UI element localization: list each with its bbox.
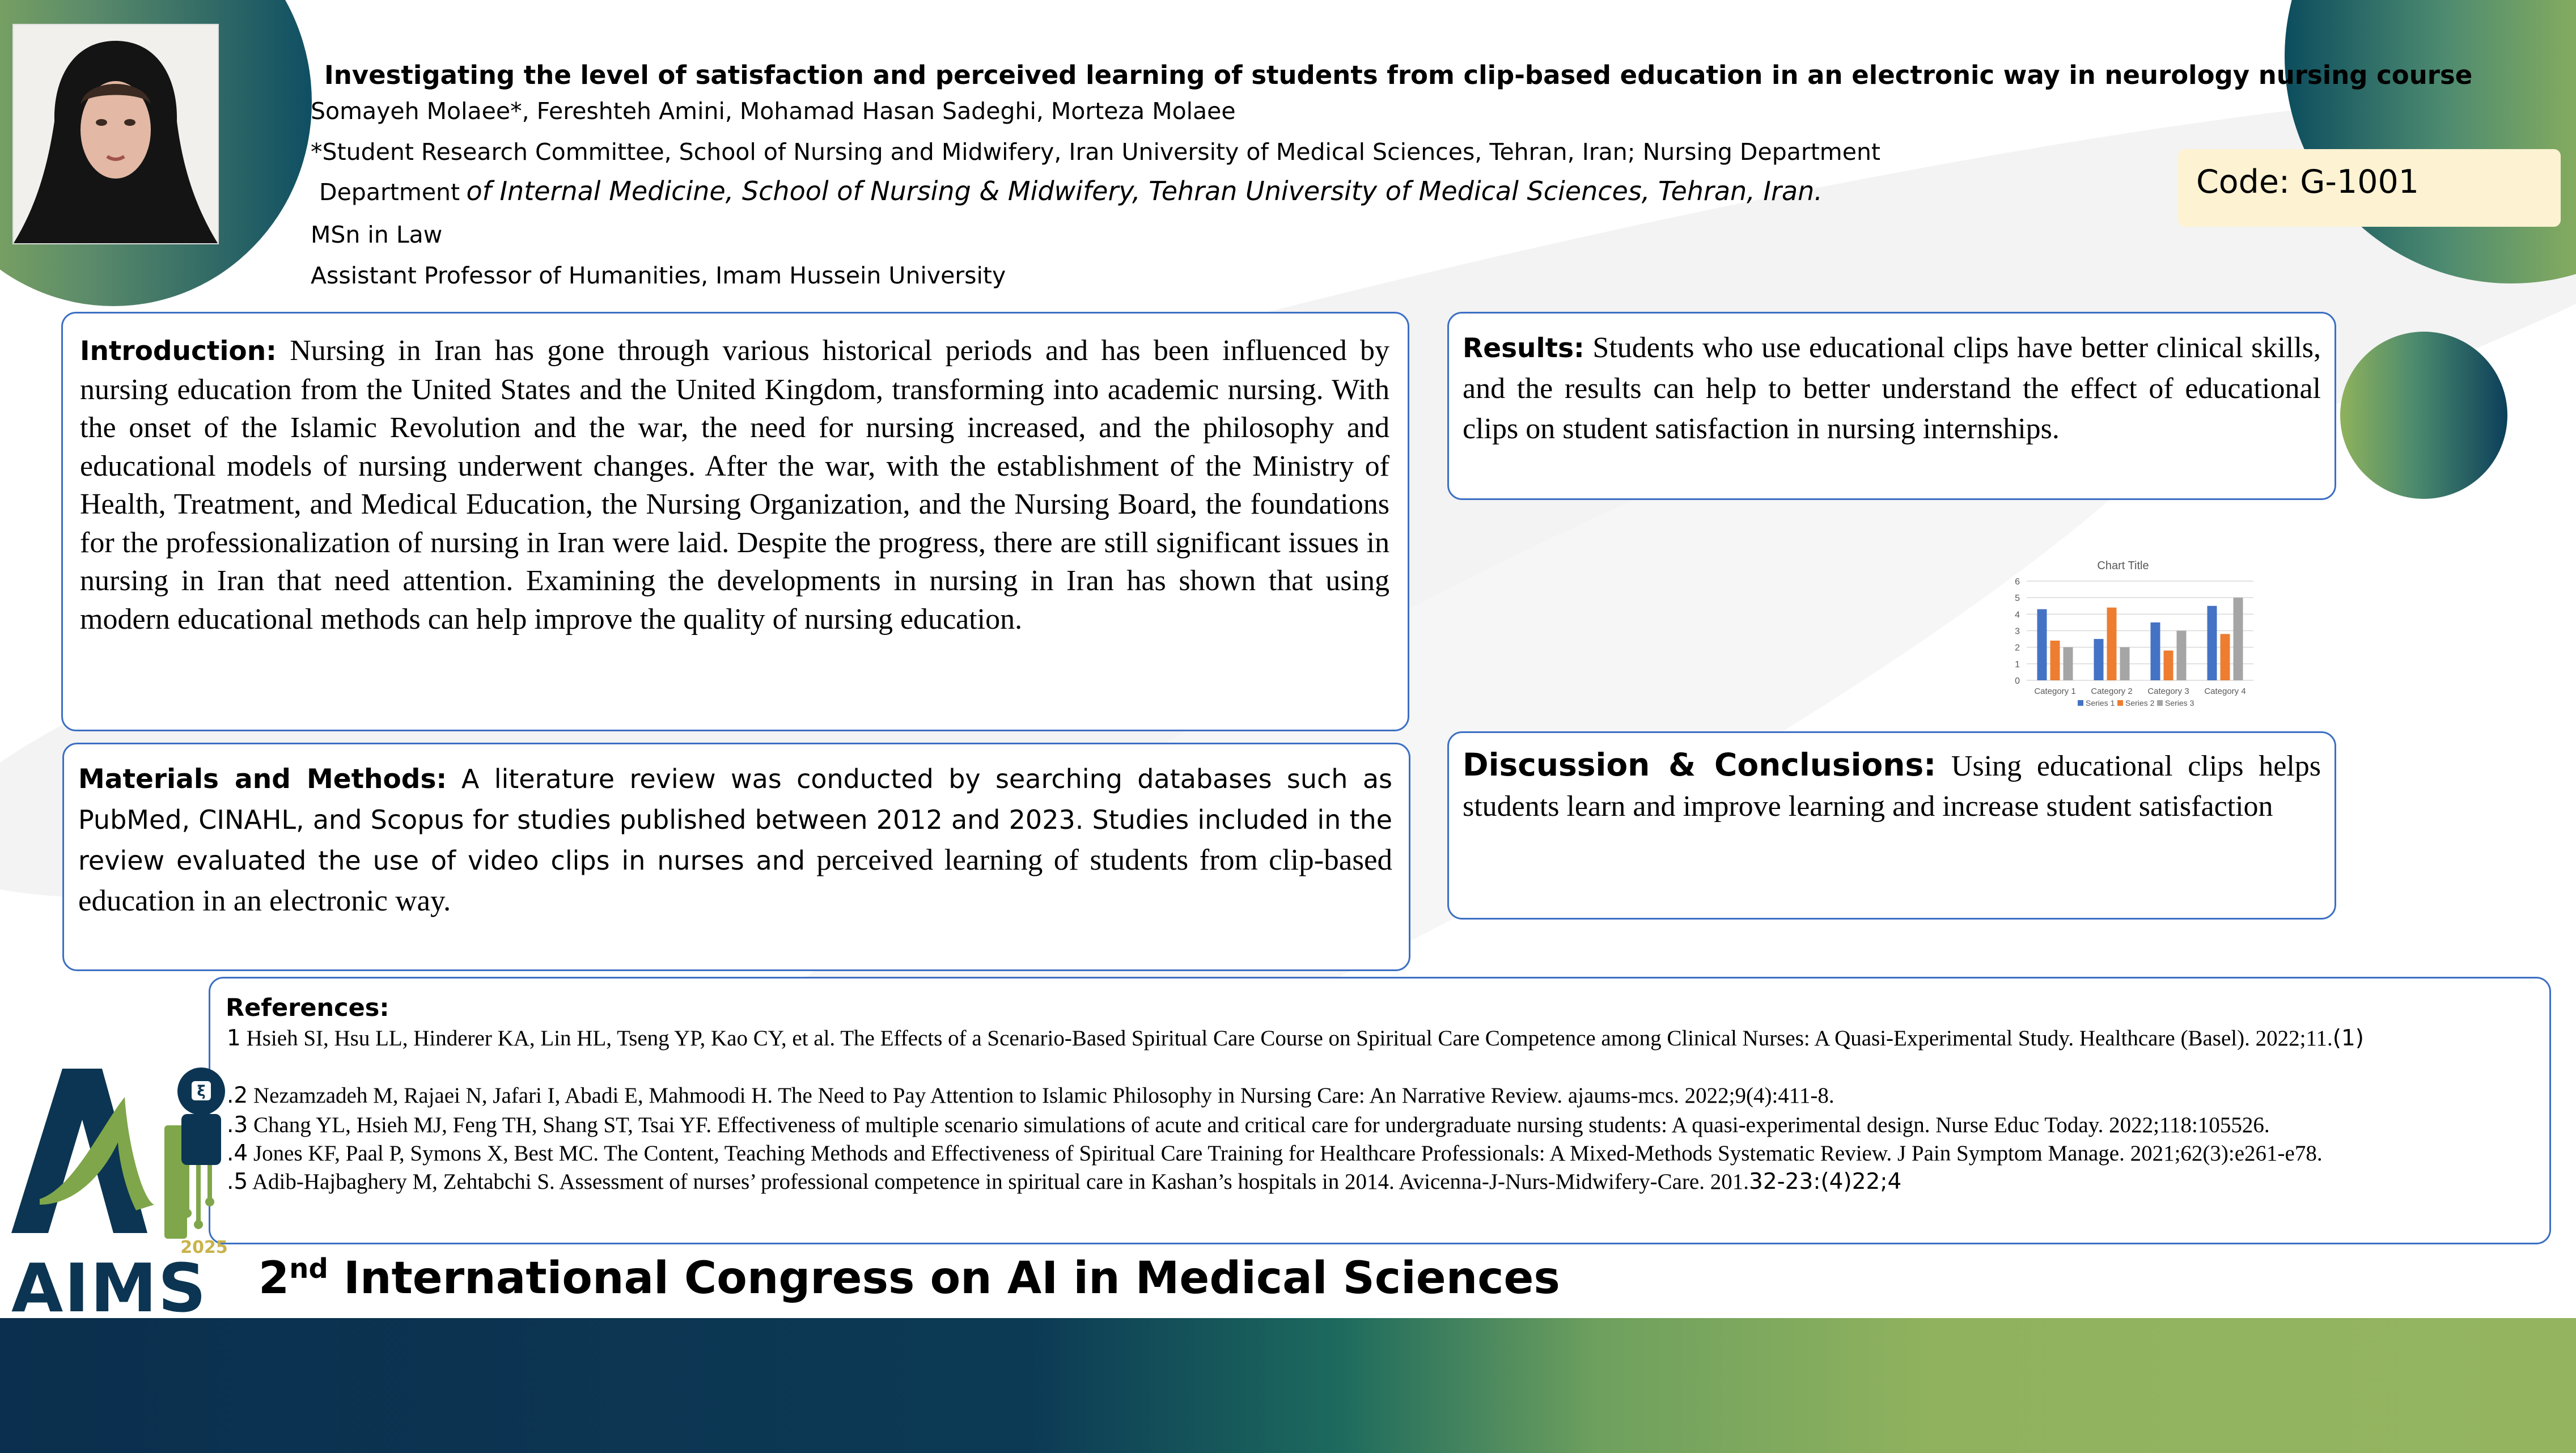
x-tick-label: Category 3 <box>2147 687 2189 696</box>
results-heading: Results: <box>1463 333 1584 364</box>
chart-bar <box>2151 622 2160 680</box>
congress-title <box>259 1253 1560 1304</box>
reference-tail: (1) <box>2332 1026 2364 1051</box>
reference-item <box>227 1024 2540 1053</box>
introduction-paragraph <box>80 332 1389 638</box>
affiliation-2-prefix: Department <box>319 179 460 206</box>
affiliation-1: *Student Research Committee, School of Nursing and Midwifery, Iran University of Medical Sciences, Tehran, Iran; Nursing Department <box>311 138 1881 166</box>
legend-swatch <box>2157 700 2163 706</box>
reference-number: .5 <box>227 1169 248 1194</box>
reference-text: Jones KF, Paal P, Symons X, Best MC. The Content, Teaching Methods and Effectiveness of Spiritual Care Training for Healthcare Professionals: A Mixed-Methods Systematic Review. J Pain Symptom Manage. 2021;62(3):e261-e78. <box>248 1141 2323 1166</box>
y-tick-label: 0 <box>2015 676 2020 686</box>
chart-bar <box>2050 641 2060 680</box>
chart-bars <box>2037 598 2243 680</box>
svg-text:ξ: ξ <box>197 1083 206 1100</box>
chart-bar <box>2177 631 2187 681</box>
introduction-heading: Introduction: <box>80 336 277 367</box>
affiliation-4: Assistant Professor of Humanities, Imam Hussein University <box>311 262 1006 289</box>
chart-legend <box>2078 698 2194 708</box>
reference-number: 1 <box>227 1026 241 1051</box>
discussion-text: Using educational clips helps students learn and improve learning and increase student satisfaction <box>1463 750 2321 823</box>
chart-bar <box>2094 639 2104 680</box>
affiliation-2-rest: of Internal Medicine, School of Nursing & Midwifery, Tehran University of Medical Sciences, Tehran, Iran. <box>466 176 1823 206</box>
chart-bar <box>2221 634 2230 680</box>
chart-bar <box>2208 606 2217 680</box>
discussion-paragraph <box>1463 745 2321 827</box>
reference-text: Hsieh SI, Hsu LL, Hinderer KA, Lin HL, Tseng YP, Kao CY, et al. The Effects of a Scenario-Based Spiritual Care Course on Spiritual Care Competence among Clinical Nurses: A Quasi-Experimental Study. Healthcare (Basel). 2022;11. <box>240 1026 2333 1050</box>
y-tick-label: 5 <box>2015 594 2020 604</box>
results-paragraph <box>1463 328 2321 449</box>
discussion-colon: : <box>1923 747 1937 783</box>
congress-ordinal-suffix: nd <box>289 1253 328 1285</box>
legend-label: Series 1 <box>2086 698 2115 708</box>
results-text: Students who use educational clips have better clinical skills, and the results can help to better understand the effect of educational clips on student satisfaction in nursing internships. <box>1463 332 2321 445</box>
introduction-text: Nursing in Iran has gone through various historical periods and has been influenced by nursing education from the United States and the United Kingdom, transforming into academic nursing. With the onset of the Islamic Revolution and the war, the need for nursing increased, and the philosophy and educational models of nursing underwent changes. After the war, with the establishment of the Ministry of Health, Treatment, and Medical Education, the Nursing Organization, and the Nursing Board, the foundations for the professionalization of nursing in Iran were laid. Despite the progress, there are still significant issues in nursing in Iran that need attention. Examining the developments in nursing in Iran has shown that using modern educational methods can help improve the quality of nursing education. <box>80 334 1389 636</box>
reference-tail: 32-23:(4)22;4 <box>1749 1169 1902 1194</box>
chart-bar <box>2120 647 2130 680</box>
y-tick-label: 4 <box>2015 610 2020 620</box>
discussion-heading: Discussion & Conclusions <box>1463 747 1924 783</box>
reference-item <box>227 1168 2540 1196</box>
references-heading: References: <box>226 994 389 1022</box>
author-photo <box>12 24 219 244</box>
x-tick-label: Category 2 <box>2091 687 2133 696</box>
reference-text: Chang YL, Hsieh MJ, Feng TH, Shang ST, Tsai YF. Effectiveness of multiple scenario simulations of acute and critical care for undergraduate nursing students: A quasi-experimental design. Nurse Educ Today. 2022;118:105526. <box>248 1113 2270 1137</box>
decorative-circle <box>2340 332 2507 499</box>
reference-number: .2 <box>227 1083 248 1108</box>
reference-text: Nezamzadeh M, Rajaei N, Jafari I, Abadi E, Mahmoodi H. The Need to Pay Attention to Islamic Philosophy in Nursing Care: An Narrative Review. ajaums-mcs. 2022;9(4):411-8. <box>248 1083 1834 1108</box>
chart-bar <box>2164 651 2174 681</box>
logo-wordmark: AIMS <box>11 1249 207 1318</box>
methods-text-cont: perceived learning of students from clip-based education in an electronic way. <box>78 844 1392 917</box>
references-box <box>209 977 2551 1244</box>
poster-title: Investigating the level of satisfaction and perceived learning of students from clip-based education in an electronic way in neurology nursing course <box>324 60 2473 90</box>
reference-item <box>227 1111 2540 1139</box>
legend-label: Series 2 <box>2125 698 2155 708</box>
logo-year: 2025 <box>180 1238 228 1257</box>
chart-bar <box>2037 609 2047 680</box>
reference-item <box>227 1082 2540 1110</box>
y-tick-label: 6 <box>2015 577 2020 587</box>
chart-bar <box>2234 598 2243 680</box>
authors: Somayeh Molaee*, Fereshteh Amini, Mohamad Hasan Sadeghi, Morteza Molaee <box>311 98 1236 125</box>
legend-label: Series 3 <box>2165 698 2194 708</box>
y-tick-label: 1 <box>2015 659 2020 670</box>
affiliation-2 <box>319 176 1823 206</box>
chart-grid <box>2027 581 2253 680</box>
y-tick-label: 3 <box>2015 626 2020 637</box>
chart-title: Chart Title <box>2097 560 2149 572</box>
reference-item <box>227 1139 2540 1168</box>
methods-heading: Materials and Methods: <box>78 764 447 795</box>
x-tick-label: Category 4 <box>2204 687 2246 696</box>
reference-number: .3 <box>227 1112 248 1138</box>
code-label: Code: G-1001 <box>2196 163 2420 201</box>
reference-number: .4 <box>227 1141 248 1166</box>
chart-bar <box>2107 608 2117 680</box>
bar-chart <box>1987 556 2259 717</box>
y-tick-label: 2 <box>2015 643 2020 653</box>
affiliation-3: MSn in Law <box>311 221 443 248</box>
congress-ordinal: 2 <box>259 1253 290 1304</box>
methods-text: A literature review was conducted by searching databases such as PubMed, CINAHL, and Scopus for studies published between 2012 and 2023. Studies included in the review evaluated the use of video clips in nurses and <box>78 764 1392 876</box>
methods-paragraph <box>78 759 1392 921</box>
congress-name: International Congress on AI in Medical Sciences <box>328 1253 1560 1304</box>
legend-swatch <box>2078 700 2083 706</box>
footer-band <box>0 1318 2576 1453</box>
legend-swatch <box>2117 700 2123 706</box>
aims-logo <box>6 1057 272 1318</box>
reference-text: Adib-Hajbaghery M, Zehtabchi S. Assessment of nurses’ professional competence in spiritual care in Kashan’s hospitals in 2014. Avicenna-J-Nurs-Midwifery-Care. 201. <box>248 1170 1749 1194</box>
chart-bar <box>2064 647 2073 680</box>
x-tick-label: Category 1 <box>2034 687 2076 696</box>
